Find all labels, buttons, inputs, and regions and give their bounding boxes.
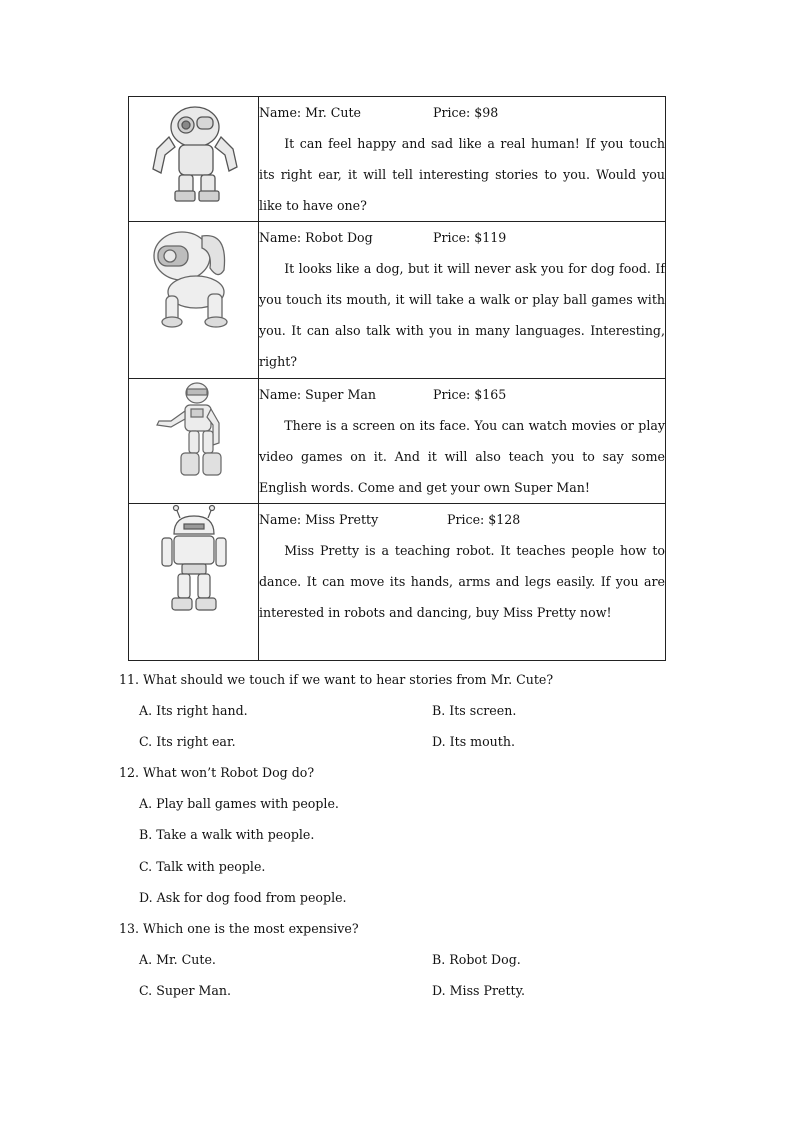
robot-picture-cell	[129, 379, 259, 504]
robot-miss-pretty-icon	[154, 504, 234, 616]
robot-description: It can feel happy and sad like a real human! If you touch its right ear, it will tell interesting stories to you. Would you like to have one?	[259, 136, 665, 213]
option-d[interactable]: D. Its mouth.	[432, 734, 515, 749]
robot-price: Price: $165	[433, 387, 507, 402]
robot-info-cell	[259, 504, 666, 661]
robot-super-man-icon	[149, 379, 239, 489]
robot-description: There is a screen on its face. You can watch movies or play video games on it. And it will also teach you to say some English words. Come and get your own Super Man!	[259, 418, 665, 495]
option-b[interactable]: B. Robot Dog.	[432, 952, 521, 968]
option-row	[119, 726, 679, 757]
robot-name: Name: Miss Pretty	[259, 512, 379, 527]
option-c[interactable]: C. Its right ear.	[139, 734, 236, 749]
question-stem: 12. What won’t Robot Dog do?	[119, 765, 315, 780]
table-row	[129, 97, 666, 222]
option-row	[119, 695, 679, 726]
option-b[interactable]: B. Its screen.	[432, 703, 517, 718]
robot-info-cell	[259, 379, 666, 504]
option-c[interactable]: C. Super Man.	[139, 983, 231, 999]
option-a[interactable]: A. Its right hand.	[139, 703, 248, 718]
robot-picture-cell	[129, 97, 259, 222]
question-stem: 11. What should we touch if we want to hear stories from Mr. Cute?	[119, 672, 554, 687]
robot-price: Price: $128	[447, 512, 521, 527]
robot-picture-cell	[129, 222, 259, 379]
robot-mr-cute-icon	[139, 97, 249, 207]
option-row	[119, 975, 679, 1006]
robot-dog-icon	[144, 222, 244, 332]
robot-price: Price: $98	[433, 105, 499, 120]
table-row	[129, 379, 666, 504]
robot-info-cell	[259, 97, 666, 222]
option-a[interactable]: A. Mr. Cute.	[139, 952, 216, 968]
option-a[interactable]: A. Play ball games with people.	[139, 796, 339, 811]
robot-info-cell	[259, 222, 666, 379]
option-d[interactable]: D. Miss Pretty.	[432, 983, 526, 999]
robot-description: Miss Pretty is a teaching robot. It teaches people how to dance. It can move its hands, arms and legs easily. If you are interested in robots and dancing, buy Miss Pretty now!	[259, 543, 665, 620]
robot-name: Name: Super Man	[259, 387, 376, 402]
option-b[interactable]: B. Take a walk with people.	[139, 827, 315, 843]
question-section	[119, 664, 679, 1006]
question-stem: 13. Which one is the most expensive?	[119, 921, 359, 937]
robot-name: Name: Robot Dog	[259, 230, 373, 245]
robot-description: It looks like a dog, but it will never ask you for dog food. If you touch its mouth, it will take a walk or play ball games with you. It can also talk with you in many languages. Interesting, right?	[259, 261, 665, 369]
robot-price: Price: $119	[433, 230, 507, 245]
table-row	[129, 222, 666, 379]
table-row	[129, 504, 666, 661]
option-c[interactable]: C. Talk with people.	[139, 858, 266, 874]
robot-name: Name: Mr. Cute	[259, 105, 361, 120]
robot-table	[128, 96, 666, 661]
option-row	[119, 944, 679, 975]
option-d[interactable]: D. Ask for dog food from people.	[139, 889, 347, 905]
robot-picture-cell	[129, 504, 259, 661]
